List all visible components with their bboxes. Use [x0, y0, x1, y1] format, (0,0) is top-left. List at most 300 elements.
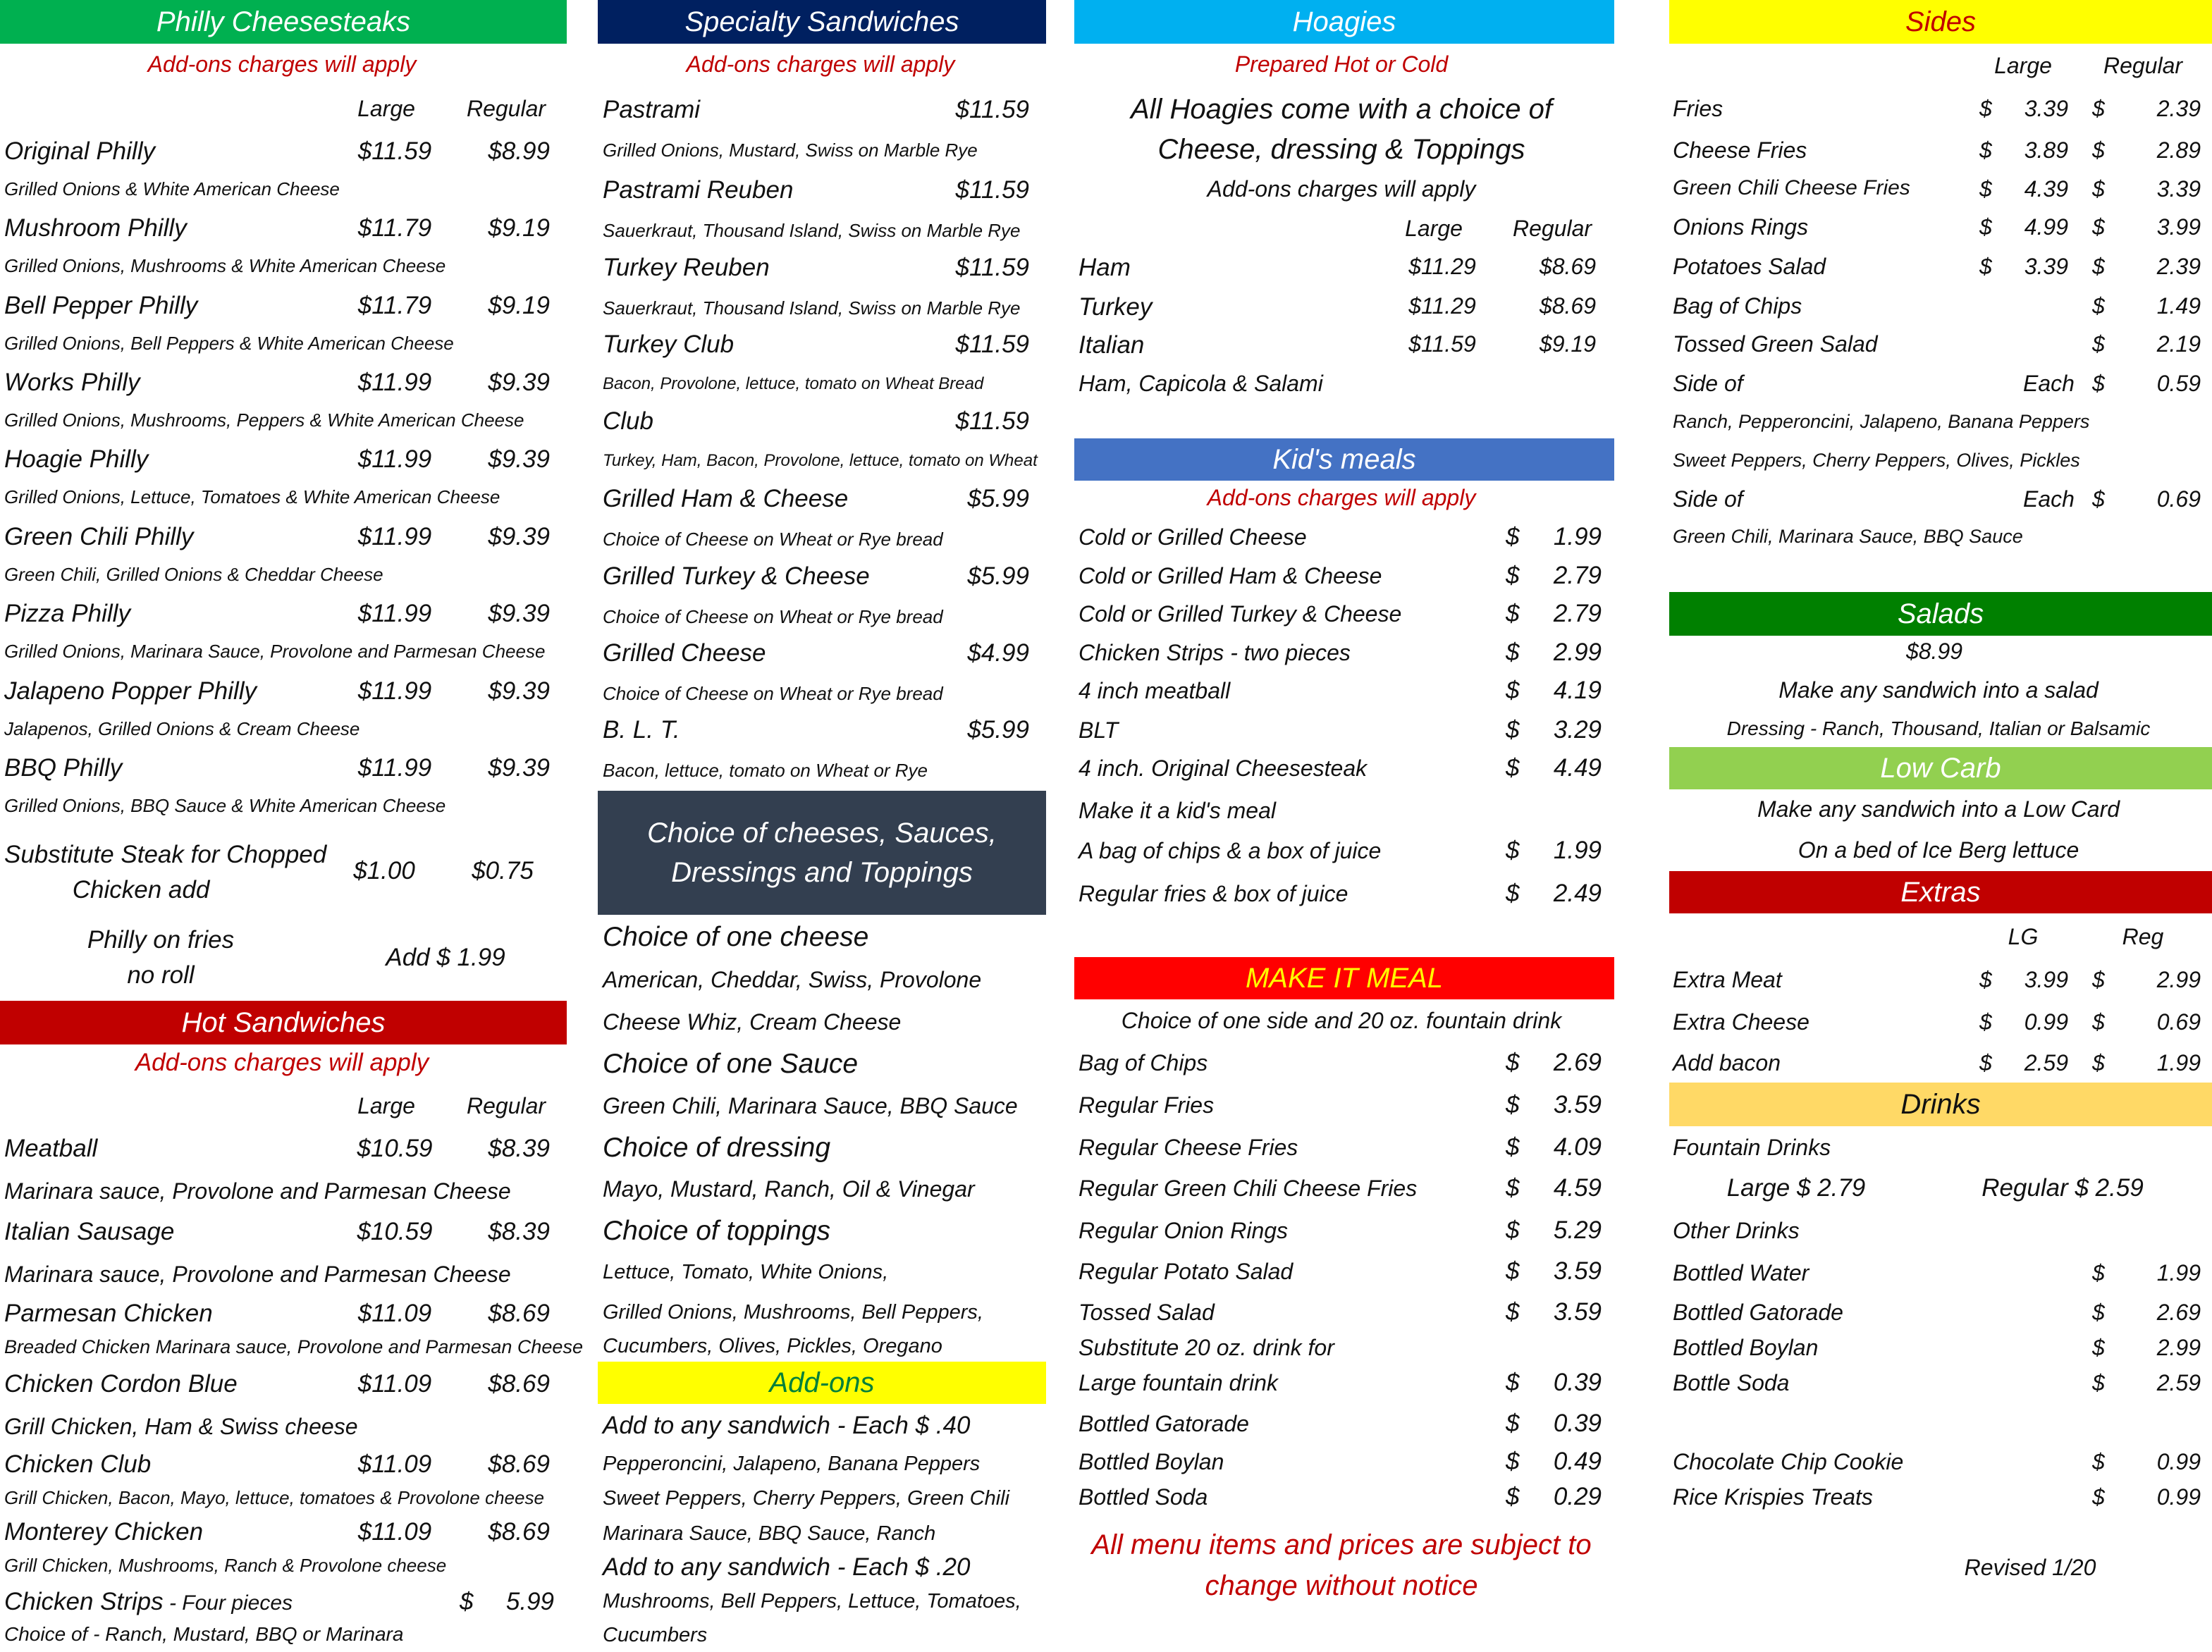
kids-item-dollar: $	[1506, 639, 1520, 666]
kids-item-dollar: $	[1506, 716, 1520, 744]
extras-item-reg: 1.99	[2156, 1050, 2201, 1075]
drink-item-name: Bottled Gatorade	[1673, 1300, 1843, 1325]
philly-item-regular: $9.39	[488, 445, 550, 473]
meal-substitute-dollar: $	[1506, 1410, 1520, 1437]
addons-line3: Marinara Sauce, BBQ Sauce, Ranch	[603, 1522, 936, 1545]
philly-fries-line2: no roll	[127, 961, 195, 989]
drink-item-name: Bottled Water	[1673, 1260, 1809, 1286]
philly-item-regular: $9.39	[488, 369, 550, 396]
meal-item-name: Regular Potato Salad	[1079, 1259, 1294, 1284]
hot-item-regular: $8.39	[488, 1218, 550, 1245]
hoagie-item-regular: $8.69	[1539, 293, 1596, 319]
sides-item-name: Onions Rings	[1673, 214, 1809, 240]
drink-item-name: Bottle Soda	[1673, 1370, 1790, 1395]
philly-item-desc: Grilled Onions, Bell Peppers & White American Cheese	[4, 333, 454, 354]
hot-item-desc: Marinara sauce, Provolone and Parmesan Cheese	[4, 1178, 511, 1204]
hoagie-item-large: $11.29	[1408, 293, 1476, 319]
extras-item-name: Add bacon	[1673, 1050, 1781, 1075]
extras-item-lg: 3.99	[2024, 967, 2068, 992]
drinks-header: Drinks	[1669, 1083, 2212, 1126]
philly-header: Philly Cheesesteaks	[0, 0, 567, 44]
sides-item-large: 3.39	[2024, 96, 2068, 121]
hoagies-header: Hoagies	[1074, 0, 1614, 44]
hot-item-desc: Grill Chicken, Mushrooms, Ranch & Provolone cheese	[4, 1555, 447, 1576]
specialty-item-desc: Grilled Onions, Mustard, Swiss on Marble Rye	[603, 140, 978, 161]
choice-sauce-line1: Green Chili, Marinara Sauce, BBQ Sauce	[603, 1093, 1018, 1118]
meal-item-dollar: $	[1506, 1049, 1520, 1076]
philly-item-desc: Grilled Onions & White American Cheese	[4, 178, 340, 199]
meal-item-price: 4.59	[1553, 1174, 1602, 1202]
treat-item-dollar: $	[2092, 1449, 2105, 1474]
philly-fries-price: Add $ 1.99	[386, 944, 505, 971]
drink-item-dollar: $	[2092, 1370, 2105, 1395]
choice-toppings-line3: Cucumbers, Olives, Pickles, Oregano	[603, 1335, 942, 1357]
specialty-item-price: $11.59	[955, 407, 1029, 435]
extras-item-dollar-reg: $	[2092, 1050, 2105, 1075]
drink-item-dollar: $	[2092, 1335, 2105, 1360]
choices-title-line1: Choice of cheeses, Sauces,	[647, 818, 997, 849]
hot-item-large: $11.09	[357, 1518, 432, 1546]
specialty-item-name: B. L. T.	[603, 716, 680, 744]
sides-item-dollar-large: $	[1979, 137, 1992, 163]
specialty-item-price: $5.99	[967, 562, 1029, 590]
low-carb-header: Low Carb	[1669, 747, 2212, 789]
extras-item-dollar-lg: $	[1979, 1009, 1992, 1035]
hot-item-name: Monterey Chicken	[4, 1518, 204, 1546]
other-drinks-label: Other Drinks	[1673, 1218, 1800, 1243]
choice-cheese-heading: Choice of one cheese	[603, 922, 869, 952]
hoagie-item-name: Italian	[1079, 331, 1145, 359]
kids-item-name: Cold or Grilled Turkey & Cheese	[1079, 601, 1402, 627]
meal-item-name: Regular Cheese Fries	[1079, 1135, 1298, 1160]
sides-item-dollar-regular: $	[2092, 96, 2105, 121]
sides-item-name: Fries	[1673, 96, 1723, 121]
philly-item-desc: Green Chili, Grilled Onions & Cheddar Cheese	[4, 564, 383, 585]
extras-item-dollar-lg: $	[1979, 967, 1992, 992]
hot-item-large: $10.59	[357, 1218, 433, 1245]
addons-line5: Cucumbers	[603, 1624, 708, 1646]
kids-item-price: 1.99	[1553, 523, 1602, 550]
specialty-item-desc: Turkey, Ham, Bacon, Provolone, lettuce, tomato on Wheat	[603, 451, 1038, 470]
hoagie-item-large: $11.29	[1408, 254, 1476, 279]
meal-item-dollar: $	[1506, 1298, 1520, 1326]
sides-item-large: 3.89	[2024, 137, 2068, 163]
sides-item-dollar-regular: $	[2092, 254, 2105, 279]
hoagies-intro1: All Hoagies come with a choice of	[1130, 94, 1553, 125]
chicken-strips-dollar: $	[460, 1588, 474, 1615]
meal-item-dollar: $	[1506, 1091, 1520, 1118]
extras-header: Extras	[1669, 871, 2212, 913]
addons-heading-40: Add to any sandwich - Each $ .40	[603, 1412, 971, 1439]
philly-item-name: Hoagie Philly	[4, 445, 149, 473]
philly-note: Add-ons charges will apply	[147, 51, 417, 77]
hot-item-regular: $8.69	[488, 1300, 550, 1327]
sides-item-regular: 2.19	[2156, 331, 2201, 357]
kids-item-price: 4.19	[1553, 677, 1602, 704]
meal-substitute-price: 0.49	[1553, 1448, 1602, 1475]
meal-item-name: Tossed Salad	[1079, 1300, 1215, 1325]
low-carb-line2: On a bed of Ice Berg lettuce	[1798, 837, 2079, 863]
hot-item-name: Chicken Cordon Blue	[4, 1370, 238, 1398]
hot-item-name: Meatball	[4, 1135, 98, 1162]
addons-line4: Mushrooms, Bell Peppers, Lettuce, Tomatoes,	[603, 1590, 1021, 1613]
specialty-item-price: $11.59	[955, 331, 1029, 358]
specialty-item-name: Turkey Club	[603, 331, 735, 358]
philly-item-name: Bell Pepper Philly	[4, 292, 198, 319]
meal-item-price: 2.69	[1553, 1049, 1602, 1076]
fountain-regular: Regular $ 2.59	[1981, 1174, 2144, 1202]
hot-item-regular: $8.69	[488, 1450, 550, 1478]
specialty-item-desc: Choice of Cheese on Wheat or Rye bread	[603, 529, 943, 550]
specialty-item-desc: Bacon, lettuce, tomato on Wheat or Rye	[603, 760, 928, 781]
kids-extra-dollar: $	[1506, 837, 1520, 864]
meal-item-price: 3.59	[1553, 1091, 1602, 1118]
meal-substitute-dollar: $	[1506, 1448, 1520, 1475]
specialty-item-desc: Bacon, Provolone, lettuce, tomato on Wheat Bread	[603, 374, 984, 393]
specialty-header: Specialty Sandwiches	[598, 0, 1046, 44]
choice-toppings-line1: Lettuce, Tomato, White Onions,	[603, 1261, 889, 1283]
chicken-strips-name: Chicken Strips - Four pieces	[4, 1588, 293, 1615]
kids-extra-dollar: $	[1506, 880, 1520, 907]
hot-item-large: $11.09	[357, 1450, 432, 1478]
side-of-1-price: 0.59	[2156, 371, 2201, 396]
philly-item-name: Green Chili Philly	[4, 523, 194, 550]
meal-item-name: Regular Green Chili Cheese Fries	[1079, 1176, 1418, 1201]
kids-note: Add-ons charges will apply	[1207, 485, 1476, 510]
salads-line1: Make any sandwich into a salad	[1778, 677, 2099, 703]
hot-note: Add-ons charges will apply	[135, 1049, 429, 1076]
kids-item-name: Cold or Grilled Ham & Cheese	[1079, 563, 1382, 588]
drink-item-dollar: $	[2092, 1260, 2105, 1286]
drink-item-price: 2.59	[2156, 1370, 2201, 1395]
make-kids-meal-label: Make it a kid's meal	[1079, 798, 1276, 823]
hot-item-desc: Marinara sauce, Provolone and Parmesan Cheese	[4, 1262, 511, 1287]
hoagies-intro3: Add-ons charges will apply	[1207, 176, 1476, 202]
meal-item-price: 5.29	[1553, 1216, 1602, 1244]
kids-meals-header: Kid's meals	[1074, 438, 1614, 481]
sides-regular-label: Regular	[2103, 53, 2183, 78]
philly-item-name: Mushroom Philly	[4, 214, 187, 242]
hot-item-large: $11.09	[357, 1370, 432, 1398]
revised-note: Revised 1/20	[1964, 1555, 2096, 1580]
side-of-2-desc: Green Chili, Marinara Sauce, BBQ Sauce	[1673, 526, 2023, 547]
addons-heading-20: Add to any sandwich - Each $ .20	[603, 1553, 971, 1581]
specialty-item-desc: Sauerkraut, Thousand Island, Swiss on Marble Rye	[603, 297, 1021, 319]
meal-substitute-price: 0.39	[1553, 1410, 1602, 1437]
kids-item-name: BLT	[1079, 717, 1119, 743]
meal-item-name: Bag of Chips	[1079, 1050, 1208, 1075]
hoagie-item-regular: $9.19	[1539, 331, 1596, 357]
kids-item-name: 4 inch. Original Cheesesteak	[1079, 756, 1368, 781]
make-it-meal-header: MAKE IT MEAL	[1074, 957, 1614, 999]
hot-item-name: Chicken Club	[4, 1450, 152, 1478]
sides-item-regular: 2.39	[2156, 96, 2201, 121]
kids-extra-name: Regular fries & box of juice	[1079, 881, 1348, 906]
chicken-strips-desc: Choice of - Ranch, Mustard, BBQ or Marinara	[4, 1623, 404, 1645]
hot-item-name: Italian Sausage	[4, 1218, 175, 1245]
meal-item-dollar: $	[1506, 1133, 1520, 1161]
specialty-item-price: $5.99	[967, 716, 1029, 744]
chicken-strips-price: 5.99	[505, 1588, 554, 1615]
hoagies-regular-label: Regular	[1512, 216, 1592, 241]
drink-item-price: 1.99	[2156, 1260, 2201, 1286]
sides-item-dollar-regular: $	[2092, 214, 2105, 240]
specialty-item-name: Pastrami	[603, 96, 701, 123]
philly-item-desc: Jalapenos, Grilled Onions & Cream Cheese	[4, 718, 360, 739]
sides-item-dollar-large: $	[1979, 176, 1992, 202]
sides-item-dollar-large: $	[1979, 96, 1992, 121]
meal-note: Choice of one side and 20 oz. fountain drink	[1121, 1008, 1562, 1033]
extras-item-reg: 0.69	[2156, 1009, 2201, 1035]
meal-substitute-label: Substitute 20 oz. drink for	[1079, 1335, 1334, 1360]
side-of-2-each: Each	[2023, 486, 2075, 512]
addons-line2: Sweet Peppers, Cherry Peppers, Green Chili	[603, 1487, 1010, 1510]
philly-item-regular: $9.39	[488, 754, 550, 782]
sides-item-regular: 1.49	[2156, 293, 2201, 319]
treat-item-price: 0.99	[2156, 1449, 2201, 1474]
meal-substitute-price: 0.29	[1553, 1483, 1602, 1510]
philly-item-large: $11.99	[357, 600, 432, 627]
philly-item-large: $11.99	[357, 369, 432, 396]
philly-item-large: $11.59	[357, 137, 432, 165]
side-of-1-desc1: Ranch, Pepperoncini, Jalapeno, Banana Peppers	[1673, 411, 2090, 432]
choice-dressing-line1: Mayo, Mustard, Ranch, Oil & Vinegar	[603, 1176, 975, 1202]
kids-item-dollar: $	[1506, 562, 1520, 589]
sides-item-large: 4.39	[2024, 176, 2068, 202]
side-of-1-desc2: Sweet Peppers, Cherry Peppers, Olives, Pickles	[1673, 450, 2080, 471]
kids-item-name: 4 inch meatball	[1079, 678, 1231, 703]
philly-large-label: Large	[357, 96, 415, 121]
sides-item-name: Tossed Green Salad	[1673, 331, 1878, 357]
kids-extra-name: A bag of chips & a box of juice	[1079, 838, 1382, 863]
specialty-item-name: Turkey Reuben	[603, 254, 770, 281]
specialty-item-price: $11.59	[955, 254, 1029, 281]
choice-toppings-line2: Grilled Onions, Mushrooms, Bell Peppers,	[603, 1301, 983, 1324]
meal-item-dollar: $	[1506, 1257, 1520, 1285]
philly-substitute-line1: Substitute Steak for Chopped	[4, 841, 327, 868]
extras-item-dollar-lg: $	[1979, 1050, 1992, 1075]
specialty-item-desc: Choice of Cheese on Wheat or Rye bread	[603, 683, 943, 704]
sides-item-name: Potatoes Salad	[1673, 254, 1826, 279]
drink-item-name: Bottled Boylan	[1673, 1335, 1819, 1360]
kids-item-dollar: $	[1506, 600, 1520, 627]
choice-sauce-heading: Choice of one Sauce	[603, 1049, 859, 1079]
philly-item-large: $11.99	[357, 445, 432, 473]
treat-item-dollar: $	[2092, 1484, 2105, 1510]
sides-large-label: Large	[1994, 53, 2052, 78]
sides-item-regular: 2.39	[2156, 254, 2201, 279]
philly-item-large: $11.79	[357, 214, 432, 242]
hoagie-item-regular: $8.69	[1539, 254, 1596, 279]
hoagies-intro2: Cheese, dressing & Toppings	[1157, 134, 1525, 165]
meal-substitute-name: Bottled Soda	[1079, 1484, 1208, 1510]
philly-item-large: $11.99	[357, 677, 432, 705]
sides-item-dollar-large: $	[1979, 254, 1992, 279]
philly-item-desc: Grilled Onions, Marinara Sauce, Provolone and Parmesan Cheese	[4, 641, 546, 662]
specialty-item-name: Pastrami Reuben	[603, 176, 794, 204]
addons-line1: Pepperoncini, Jalapeno, Banana Peppers	[603, 1453, 981, 1475]
meal-substitute-name: Bottled Boylan	[1079, 1449, 1224, 1474]
hot-item-large: $10.59	[357, 1135, 433, 1162]
hoagies-large-label: Large	[1405, 216, 1463, 241]
meal-substitute-name: Large fountain drink	[1079, 1370, 1278, 1395]
treat-item-name: Rice Krispies Treats	[1673, 1484, 1873, 1510]
fountain-large: Large $ 2.79	[1726, 1174, 1866, 1202]
kids-item-price: 2.79	[1553, 600, 1602, 627]
specialty-item-desc: Choice of Cheese on Wheat or Rye bread	[603, 606, 943, 627]
salads-price: $8.99	[1905, 639, 1963, 664]
hot-item-regular: $8.69	[488, 1370, 550, 1398]
philly-item-regular: $9.19	[488, 292, 550, 319]
philly-item-name: BBQ Philly	[4, 754, 123, 782]
extras-item-name: Extra Cheese	[1673, 1009, 1809, 1035]
fountain-drinks-label: Fountain Drinks	[1673, 1135, 1831, 1160]
italian-desc: Ham, Capicola & Salami	[1079, 371, 1323, 396]
meal-substitute-dollar: $	[1506, 1483, 1520, 1510]
meal-item-dollar: $	[1506, 1216, 1520, 1244]
kids-extra-price: 2.49	[1553, 880, 1602, 907]
disclaimer-line2: change without notice	[1205, 1570, 1478, 1601]
extras-lg-label: LG	[2008, 924, 2039, 949]
hot-item-desc: Breaded Chicken Marinara sauce, Provolone and Parmesan Cheese	[4, 1336, 583, 1357]
specialty-item-name: Grilled Turkey & Cheese	[603, 562, 870, 590]
meal-item-price: 3.59	[1553, 1257, 1602, 1285]
specialty-item-price: $11.59	[955, 96, 1029, 123]
specialty-item-price: $4.99	[967, 639, 1029, 667]
philly-item-desc: Grilled Onions, BBQ Sauce & White American Cheese	[4, 795, 446, 816]
hot-large-label: Large	[357, 1093, 415, 1118]
specialty-item-price: $5.99	[967, 485, 1029, 512]
specialty-item-name: Grilled Ham & Cheese	[603, 485, 849, 512]
extras-item-dollar-reg: $	[2092, 967, 2105, 992]
side-of-1-dollar: $	[2092, 371, 2105, 396]
philly-item-name: Pizza Philly	[4, 600, 130, 627]
kids-item-price: 4.49	[1553, 754, 1602, 782]
drink-item-dollar: $	[2092, 1300, 2105, 1325]
philly-regular-label: Regular	[466, 96, 546, 121]
hoagies-note: Prepared Hot or Cold	[1234, 51, 1449, 77]
choice-cheese-line2: Cheese Whiz, Cream Cheese	[603, 1009, 902, 1035]
kids-item-price: 3.29	[1553, 716, 1602, 744]
sides-item-name: Cheese Fries	[1673, 137, 1807, 163]
extras-item-reg: 2.99	[2156, 967, 2201, 992]
side-of-1-name: Side of	[1673, 371, 1743, 396]
drink-item-price: 2.99	[2156, 1335, 2201, 1360]
side-of-2-price: 0.69	[2156, 486, 2201, 512]
salads-header: Salads	[1669, 592, 2212, 636]
philly-item-desc: Grilled Onions, Lettuce, Tomatoes & White American Cheese	[4, 486, 500, 507]
salads-line2: Dressing - Ranch, Thousand, Italian or Balsamic	[1726, 717, 2151, 739]
hot-sandwiches-header: Hot Sandwiches	[0, 1001, 567, 1044]
sides-item-name: Green Chili Cheese Fries	[1673, 176, 1910, 199]
kids-item-dollar: $	[1506, 523, 1520, 550]
kids-item-price: 2.79	[1553, 562, 1602, 589]
specialty-item-price: $11.59	[955, 176, 1029, 204]
philly-item-regular: $8.99	[488, 137, 550, 165]
treat-item-name: Chocolate Chip Cookie	[1673, 1449, 1904, 1474]
meal-item-name: Regular Fries	[1079, 1092, 1215, 1118]
meal-item-price: 3.59	[1553, 1298, 1602, 1326]
extras-item-name: Extra Meat	[1673, 967, 1782, 992]
sides-item-dollar-regular: $	[2092, 176, 2105, 202]
kids-item-name: Chicken Strips - two pieces	[1079, 640, 1351, 665]
hot-item-name: Parmesan Chicken	[4, 1300, 213, 1327]
philly-item-regular: $9.39	[488, 600, 550, 627]
hot-item-regular: $8.69	[488, 1518, 550, 1546]
extras-item-lg: 2.59	[2024, 1050, 2068, 1075]
specialty-item-name: Club	[603, 407, 653, 435]
kids-item-name: Cold or Grilled Cheese	[1079, 524, 1307, 550]
sides-item-dollar-large: $	[1979, 214, 1992, 240]
sides-item-dollar-regular: $	[2092, 293, 2105, 319]
specialty-note: Add-ons charges will apply	[686, 51, 955, 77]
meal-item-dollar: $	[1506, 1174, 1520, 1202]
choice-toppings-heading: Choice of toppings	[603, 1216, 831, 1246]
sides-item-name: Bag of Chips	[1673, 293, 1802, 319]
hot-regular-label: Regular	[466, 1093, 546, 1118]
philly-item-regular: $9.39	[488, 523, 550, 550]
sides-item-large: 3.39	[2024, 254, 2068, 279]
kids-item-dollar: $	[1506, 754, 1520, 782]
hot-item-regular: $8.39	[488, 1135, 550, 1162]
sides-item-regular: 2.89	[2156, 137, 2201, 163]
choices-header	[598, 791, 1046, 915]
philly-item-desc: Grilled Onions, Mushrooms, Peppers & White American Cheese	[4, 409, 524, 431]
disclaimer-line1: All menu items and prices are subject to	[1091, 1529, 1592, 1560]
side-of-1-each: Each	[2023, 371, 2075, 396]
side-of-2-name: Side of	[1673, 486, 1743, 512]
hoagie-item-name: Ham	[1079, 254, 1131, 281]
sides-header: Sides	[1669, 0, 2212, 44]
sides-item-regular: 3.99	[2156, 214, 2201, 240]
hot-item-large: $11.09	[357, 1300, 432, 1327]
hoagie-item-large: $11.59	[1408, 331, 1476, 357]
philly-fries-line1: Philly on fries	[87, 926, 235, 954]
sides-item-regular: 3.39	[2156, 176, 2201, 202]
meal-substitute-price: 0.39	[1553, 1369, 1602, 1396]
hot-item-desc: Grill Chicken, Ham & Swiss cheese	[4, 1414, 358, 1439]
meal-item-price: 4.09	[1553, 1133, 1602, 1161]
meal-substitute-name: Bottled Gatorade	[1079, 1411, 1249, 1436]
philly-substitute-regular: $0.75	[472, 857, 534, 884]
philly-item-large: $11.99	[357, 754, 432, 782]
hot-item-desc: Grill Chicken, Bacon, Mayo, lettuce, tomatoes & Provolone cheese	[4, 1487, 544, 1508]
extras-reg-label: Reg	[2122, 924, 2164, 949]
choice-cheese-line1: American, Cheddar, Swiss, Provolone	[603, 967, 982, 992]
philly-item-large: $11.99	[357, 523, 432, 550]
philly-item-name: Works Philly	[4, 369, 140, 396]
philly-substitute-large: $1.00	[353, 857, 415, 884]
philly-item-regular: $9.39	[488, 677, 550, 705]
meal-item-name: Regular Onion Rings	[1079, 1218, 1289, 1243]
philly-item-name: Jalapeno Popper Philly	[4, 677, 257, 705]
treat-item-price: 0.99	[2156, 1484, 2201, 1510]
philly-item-large: $11.79	[357, 292, 432, 319]
hoagie-item-name: Turkey	[1079, 293, 1153, 321]
meal-substitute-dollar: $	[1506, 1369, 1520, 1396]
specialty-item-name: Grilled Cheese	[603, 639, 766, 667]
specialty-item-desc: Sauerkraut, Thousand Island, Swiss on Marble Rye	[603, 220, 1021, 241]
addons-header: Add-ons	[598, 1362, 1046, 1404]
sides-item-large: 4.99	[2024, 214, 2068, 240]
drink-item-price: 2.69	[2156, 1300, 2201, 1325]
side-of-2-dollar: $	[2092, 486, 2105, 512]
sides-item-dollar-regular: $	[2092, 137, 2105, 163]
philly-item-name: Original Philly	[4, 137, 155, 165]
philly-substitute-line2: Chicken add	[72, 876, 210, 904]
low-carb-line1: Make any sandwich into a Low Card	[1757, 796, 2120, 822]
choice-dressing-heading: Choice of dressing	[603, 1133, 831, 1163]
